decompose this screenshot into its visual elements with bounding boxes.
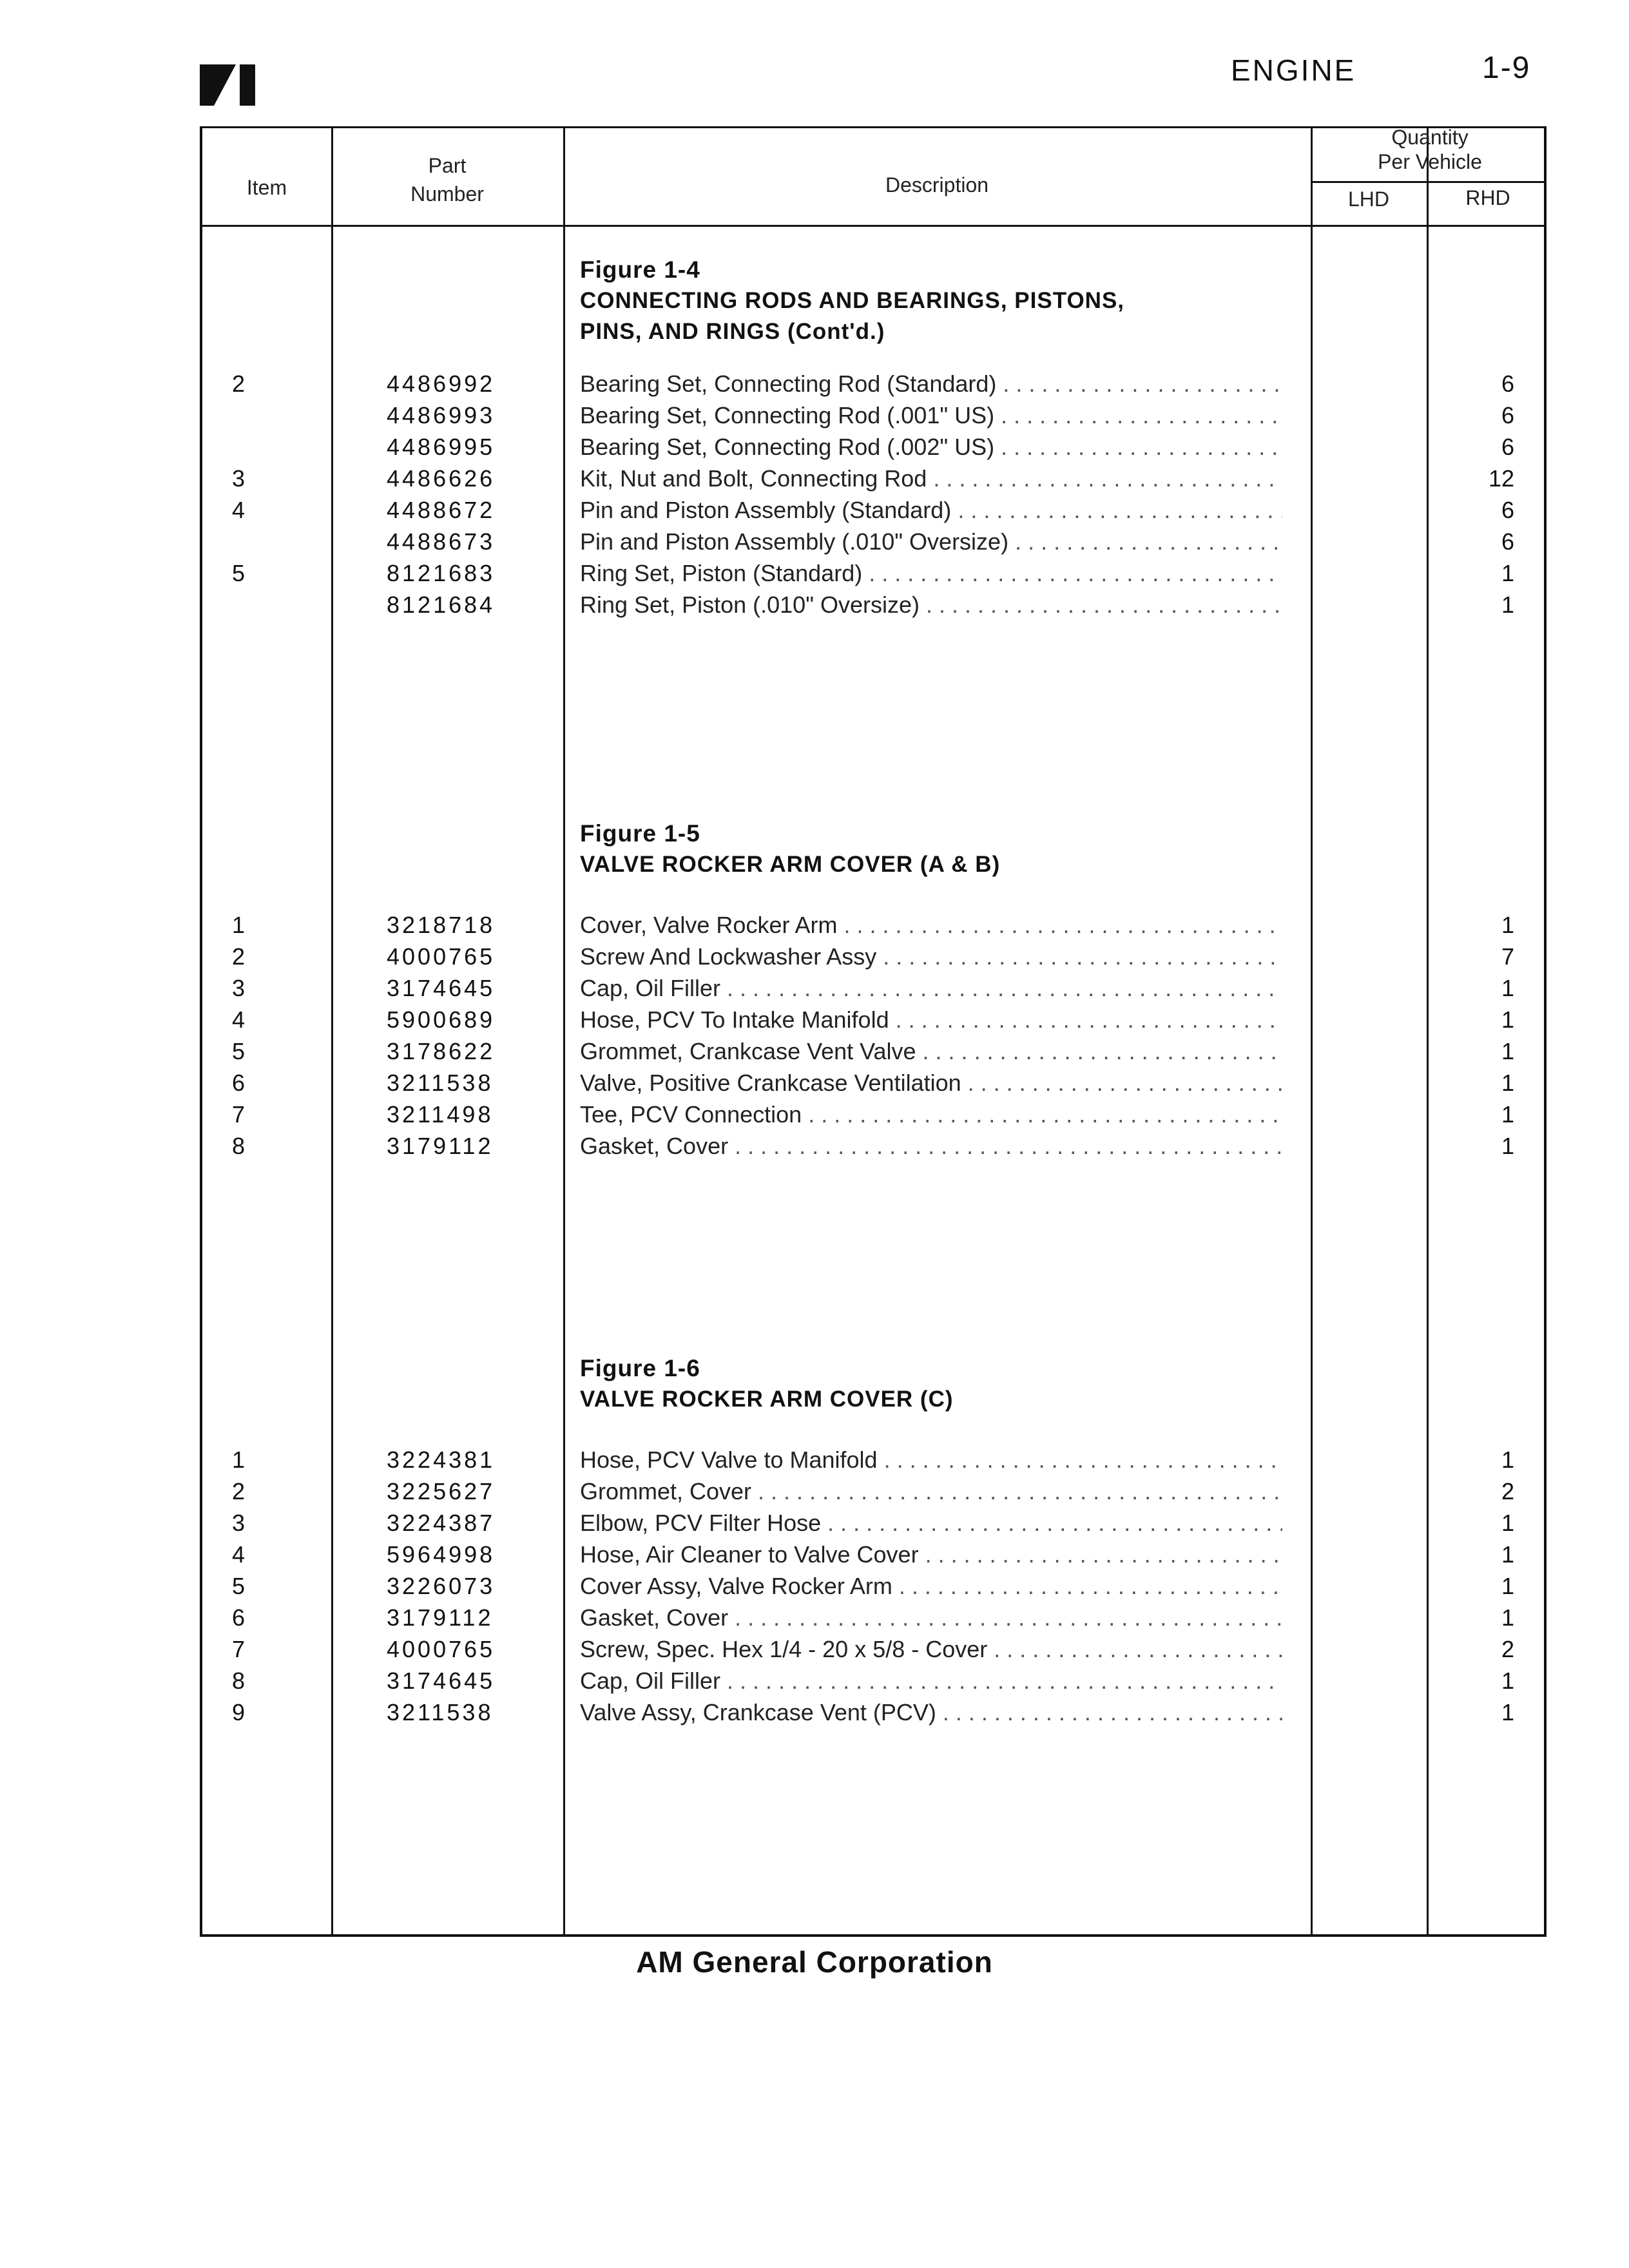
quantity-rhd: 1 bbox=[1501, 1006, 1514, 1033]
table-row bbox=[0, 1133, 1629, 1164]
item-number: 8 bbox=[232, 1133, 246, 1159]
part-number: 3179112 bbox=[387, 1133, 494, 1159]
col-rhd-header: RHD bbox=[1465, 186, 1510, 209]
part-number: 4486992 bbox=[387, 370, 496, 397]
table-row bbox=[0, 1510, 1629, 1541]
col-item-header: Item bbox=[246, 176, 287, 199]
part-number: 3174645 bbox=[387, 975, 496, 1001]
item-number: 5 bbox=[232, 1038, 246, 1064]
col-lhd-header: LHD bbox=[1347, 187, 1389, 211]
part-number: 3224387 bbox=[387, 1510, 496, 1536]
quantity-rhd: 1 bbox=[1501, 1446, 1514, 1473]
part-description: Ring Set, Piston (Standard) . . . bbox=[580, 560, 1282, 587]
item-number: 2 bbox=[232, 370, 246, 397]
item-number: 6 bbox=[232, 1070, 246, 1096]
item-number: 5 bbox=[232, 1573, 246, 1599]
quantity-rhd: 1 bbox=[1501, 1038, 1514, 1064]
part-description: Bearing Set, Connecting Rod (Standard) . . . bbox=[580, 370, 1282, 398]
part-number: 3211538 bbox=[387, 1070, 494, 1096]
table-row bbox=[0, 1636, 1629, 1667]
part-description: Cover Assy, Valve Rocker Arm . . . bbox=[580, 1573, 1282, 1600]
part-number: 5900689 bbox=[387, 1006, 496, 1033]
table-row bbox=[0, 912, 1629, 943]
item-number: 1 bbox=[232, 912, 246, 938]
col-part-header-2: Number bbox=[410, 182, 484, 206]
item-number: 3 bbox=[232, 975, 246, 1001]
part-description: Hose, Air Cleaner to Valve Cover . . . bbox=[580, 1541, 1282, 1568]
part-number: 3225627 bbox=[387, 1478, 496, 1504]
quantity-rhd: 12 bbox=[1488, 465, 1514, 492]
part-number: 4488673 bbox=[387, 528, 496, 555]
part-description: Elbow, PCV Filter Hose . . . bbox=[580, 1510, 1282, 1537]
col-qty-header-1: Quantity bbox=[1391, 126, 1469, 149]
table-row bbox=[0, 528, 1629, 559]
part-number: 4486626 bbox=[387, 465, 496, 492]
table-row bbox=[0, 1667, 1629, 1698]
part-description: Gasket, Cover . . . bbox=[580, 1604, 1282, 1631]
item-number: 9 bbox=[232, 1699, 246, 1725]
section-title: ENGINE bbox=[1231, 53, 1356, 87]
quantity-rhd: 1 bbox=[1501, 912, 1514, 938]
quantity-rhd: 1 bbox=[1501, 1604, 1514, 1631]
part-description: Hose, PCV Valve to Manifold . . . bbox=[580, 1446, 1282, 1474]
table-row bbox=[0, 1070, 1629, 1100]
item-number: 1 bbox=[232, 1446, 246, 1473]
figure-label: Figure 1-6 bbox=[580, 1355, 700, 1381]
part-number: 3179112 bbox=[387, 1604, 494, 1631]
figure-label: Figure 1-4 bbox=[580, 256, 700, 283]
part-description: Valve, Positive Crankcase Ventilation . . . bbox=[580, 1070, 1282, 1097]
quantity-rhd: 1 bbox=[1501, 560, 1514, 586]
part-description: Gasket, Cover . . . bbox=[580, 1133, 1282, 1160]
quantity-rhd: 6 bbox=[1501, 402, 1514, 428]
table-row bbox=[0, 1541, 1629, 1572]
quantity-rhd: 1 bbox=[1501, 1573, 1514, 1599]
quantity-rhd: 1 bbox=[1501, 1101, 1514, 1128]
table-row bbox=[0, 975, 1629, 1006]
part-number: 4000765 bbox=[387, 943, 496, 970]
footer-company: AM General Corporation bbox=[636, 1945, 993, 1979]
part-description: Cover, Valve Rocker Arm . . . bbox=[580, 912, 1282, 939]
quantity-rhd: 1 bbox=[1501, 591, 1514, 618]
item-number: 6 bbox=[232, 1604, 246, 1631]
part-number: 4486993 bbox=[387, 402, 496, 428]
quantity-rhd: 1 bbox=[1501, 1667, 1514, 1694]
part-number: 3226073 bbox=[387, 1573, 496, 1599]
company-logo bbox=[200, 64, 258, 106]
part-description: Grommet, Cover . . . bbox=[580, 1478, 1282, 1505]
header-rule bbox=[202, 225, 1544, 227]
item-number: 7 bbox=[232, 1636, 246, 1662]
col-qty-header-2: Per Vehicle bbox=[1378, 150, 1482, 173]
quantity-rhd: 2 bbox=[1501, 1478, 1514, 1504]
quantity-rhd: 1 bbox=[1501, 1070, 1514, 1096]
quantity-rhd: 1 bbox=[1501, 1541, 1514, 1568]
page-number: 1-9 bbox=[1482, 51, 1531, 85]
col-part-header-1: Part bbox=[428, 154, 467, 177]
part-description: Cap, Oil Filler . . . bbox=[580, 1667, 1282, 1695]
part-description: Pin and Piston Assembly (Standard) . . . bbox=[580, 497, 1282, 524]
figure-caption: VALVE ROCKER ARM COVER (C) bbox=[580, 1387, 954, 1412]
item-number: 8 bbox=[232, 1667, 246, 1694]
figure-caption: VALVE ROCKER ARM COVER (A & B) bbox=[580, 852, 1001, 877]
table-row bbox=[0, 497, 1629, 528]
table-row bbox=[0, 1006, 1629, 1037]
table-row bbox=[0, 1478, 1629, 1509]
table-row bbox=[0, 943, 1629, 974]
part-number: 3211498 bbox=[387, 1101, 494, 1128]
item-number: 2 bbox=[232, 1478, 246, 1504]
table-row bbox=[0, 1101, 1629, 1132]
part-description: Valve Assy, Crankcase Vent (PCV) . . . bbox=[580, 1699, 1282, 1726]
table-row bbox=[0, 1038, 1629, 1069]
part-number: 3211538 bbox=[387, 1699, 494, 1725]
part-description: Hose, PCV To Intake Manifold . . . bbox=[580, 1006, 1282, 1033]
quantity-rhd: 6 bbox=[1501, 370, 1514, 397]
quantity-rhd: 1 bbox=[1501, 1133, 1514, 1159]
quantity-rhd: 6 bbox=[1501, 528, 1514, 555]
part-number: 3224381 bbox=[387, 1446, 496, 1473]
col-description-header: Description bbox=[885, 173, 989, 197]
item-number: 4 bbox=[232, 497, 246, 523]
part-number: 4486995 bbox=[387, 434, 496, 460]
part-description: Kit, Nut and Bolt, Connecting Rod . . . bbox=[580, 465, 1282, 492]
figure-heading bbox=[580, 1353, 954, 1415]
quantity-rhd: 1 bbox=[1501, 1699, 1514, 1725]
part-number: 5964998 bbox=[387, 1541, 496, 1568]
quantity-rhd: 1 bbox=[1501, 975, 1514, 1001]
item-number: 3 bbox=[232, 465, 246, 492]
table-row bbox=[0, 1446, 1629, 1477]
table-row bbox=[0, 1604, 1629, 1635]
table-row bbox=[0, 560, 1629, 591]
figure-caption: PINS, AND RINGS (Cont'd.) bbox=[580, 319, 885, 344]
item-number: 3 bbox=[232, 1510, 246, 1536]
quantity-rhd: 7 bbox=[1501, 943, 1514, 970]
table-row bbox=[0, 402, 1629, 433]
item-number: 2 bbox=[232, 943, 246, 970]
part-description: Grommet, Crankcase Vent Valve . . . bbox=[580, 1038, 1282, 1065]
part-description: Cap, Oil Filler . . . bbox=[580, 975, 1282, 1002]
item-number: 5 bbox=[232, 560, 246, 586]
part-description: Tee, PCV Connection . . . bbox=[580, 1101, 1282, 1128]
table-row bbox=[0, 434, 1629, 465]
part-description: Pin and Piston Assembly (.010" Oversize) . . . bbox=[580, 528, 1282, 555]
part-description: Bearing Set, Connecting Rod (.002" US) . . . bbox=[580, 434, 1282, 461]
quantity-rhd: 6 bbox=[1501, 497, 1514, 523]
qty-subrule bbox=[1311, 181, 1544, 183]
part-number: 4488672 bbox=[387, 497, 496, 523]
table-row bbox=[0, 1699, 1629, 1730]
figure-heading bbox=[580, 818, 1000, 880]
table-row bbox=[0, 1573, 1629, 1604]
figure-label: Figure 1-5 bbox=[580, 820, 700, 847]
part-description: Bearing Set, Connecting Rod (.001" US) . . . bbox=[580, 402, 1282, 429]
part-number: 8121684 bbox=[387, 591, 496, 618]
quantity-rhd: 2 bbox=[1501, 1636, 1514, 1662]
part-description: Screw, Spec. Hex 1/4 - 20 x 5/8 - Cover . . . bbox=[580, 1636, 1282, 1663]
part-number: 3178622 bbox=[387, 1038, 496, 1064]
item-number: 7 bbox=[232, 1101, 246, 1128]
quantity-rhd: 1 bbox=[1501, 1510, 1514, 1536]
table-row bbox=[0, 591, 1629, 622]
quantity-rhd: 6 bbox=[1501, 434, 1514, 460]
item-number: 4 bbox=[232, 1541, 246, 1568]
part-description: Ring Set, Piston (.010" Oversize) . . . bbox=[580, 591, 1282, 619]
part-number: 3218718 bbox=[387, 912, 496, 938]
table-row bbox=[0, 370, 1629, 401]
table-row bbox=[0, 465, 1629, 496]
part-number: 3174645 bbox=[387, 1667, 496, 1694]
item-number: 4 bbox=[232, 1006, 246, 1033]
figure-heading bbox=[580, 255, 1124, 347]
part-number: 4000765 bbox=[387, 1636, 496, 1662]
part-number: 8121683 bbox=[387, 560, 496, 586]
figure-caption: CONNECTING RODS AND BEARINGS, PISTONS, bbox=[580, 288, 1125, 313]
part-description: Screw And Lockwasher Assy . . . bbox=[580, 943, 1282, 970]
